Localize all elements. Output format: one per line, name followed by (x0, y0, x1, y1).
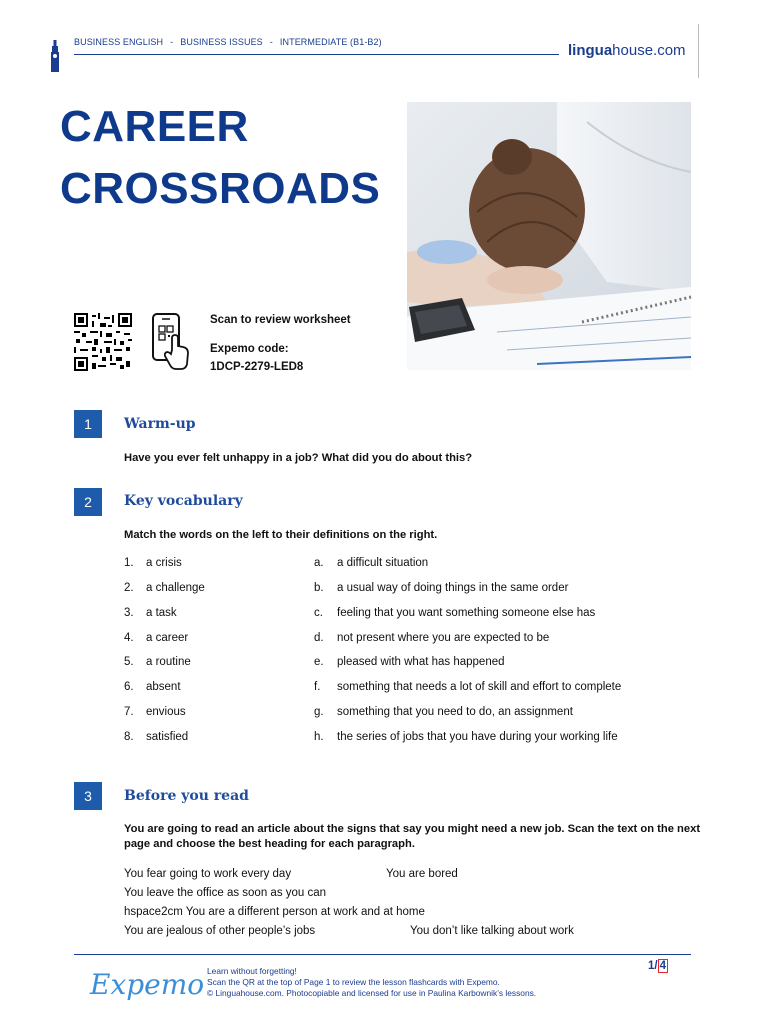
heading-option: You are bored (386, 868, 458, 880)
breadcrumb (74, 37, 382, 47)
expemo-logo[interactable] (88, 960, 205, 1008)
word: absent (146, 681, 181, 693)
expemo-code (210, 340, 303, 376)
vocab-row (124, 607, 704, 632)
definition: something that you need to do, an assignment (337, 706, 573, 718)
definition-letter: f. (314, 681, 321, 693)
definition-letter: h. (314, 731, 324, 743)
heading-option: hspace2cm You are a different person at work and at home (124, 906, 425, 918)
definition: a usual way of doing things in the same order (337, 582, 569, 594)
definition-letter: a. (314, 557, 324, 569)
word: a routine (146, 656, 191, 668)
vocab-row (124, 706, 704, 731)
breadcrumb-separator: - (170, 37, 174, 47)
heading-option: You leave the office as soon as you can (124, 887, 327, 899)
page-title (60, 96, 380, 220)
word: a challenge (146, 582, 205, 594)
page-number (648, 960, 668, 972)
brand-rest: house.com (612, 42, 686, 59)
expemo-code-value: 1DCP-2279-LED8 (210, 361, 304, 373)
vocab-row (124, 656, 704, 681)
section-title-key-vocabulary: Key vocabulary (124, 493, 243, 509)
expemo-code-label: Expemo code: (210, 343, 289, 355)
word: a crisis (146, 557, 182, 569)
word-number: 4. (124, 632, 134, 644)
definition: feeling that you want something someone else has (337, 607, 596, 619)
tower-icon (50, 40, 60, 72)
footer-tagline: Learn without forgetting! (207, 966, 297, 976)
stressed-worker-photo (407, 102, 691, 370)
breadcrumb-item: BUSINESS ENGLISH (74, 37, 164, 47)
section-number-3: 3 (74, 782, 102, 810)
word-number: 8. (124, 731, 134, 743)
vocab-instruction: Match the words on the left to their definitions on the right. (124, 529, 438, 541)
word-number: 6. (124, 681, 134, 693)
brand-logo[interactable] (568, 42, 686, 59)
definition: not present where you are expected to be (337, 632, 550, 644)
word-number: 7. (124, 706, 134, 718)
word-number: 2. (124, 582, 134, 594)
breadcrumb-item: BUSINESS ISSUES (180, 37, 263, 47)
footer-divider (74, 954, 691, 955)
scan-instruction: Scan to review worksheet (210, 314, 351, 326)
definition: pleased with what has happened (337, 656, 505, 668)
page-separator: / (654, 960, 658, 972)
heading-option: You fear going to work every day (124, 868, 292, 880)
section-number-1: 1 (74, 410, 102, 438)
brand-bold: lingua (568, 42, 613, 59)
definition: something that needs a lot of skill and effort to complete (337, 681, 622, 693)
word-number: 1. (124, 557, 134, 569)
vertical-rule (698, 24, 699, 78)
word: a task (146, 607, 177, 619)
word: a career (146, 632, 189, 644)
heading-option: You don’t like talking about work (410, 925, 574, 937)
footer-text (207, 966, 536, 999)
vocab-row (124, 557, 704, 582)
word: envious (146, 706, 186, 718)
section-title-warm-up: Warm-up (124, 416, 196, 432)
breadcrumb-item: INTERMEDIATE (B1-B2) (279, 37, 382, 47)
definition: a difficult situation (337, 557, 429, 569)
definition: the series of jobs that you have during your working life (337, 731, 618, 743)
definition-letter: d. (314, 632, 324, 644)
title-line-1: CAREER (60, 102, 249, 151)
footer-instruction: Scan the QR at the top of Page 1 to review the lesson flashcards with Expemo. (207, 977, 500, 987)
section-number-2: 2 (74, 488, 102, 516)
header-divider (74, 54, 559, 55)
definition-letter: c. (314, 607, 323, 619)
before-read-instruction: You are going to read an article about the signs that say you might need a new job. Scan the text on the next page and choose the best heading for each paragraph. (124, 823, 701, 850)
vocab-row (124, 632, 704, 657)
vocab-row (124, 731, 704, 756)
word-number: 5. (124, 656, 134, 668)
qr-code-icon[interactable] (74, 313, 132, 371)
word: satisfied (146, 731, 189, 743)
footer-copyright: © Linguahouse.com. Photocopiable and licensed for use in Paulina Karbownik’s lessons. (207, 988, 537, 998)
word-number: 3. (124, 607, 134, 619)
title-line-2: CROSSROADS (60, 164, 381, 213)
heading-option: You are jealous of other people’s jobs (124, 925, 316, 937)
breadcrumb-separator: - (269, 37, 273, 47)
definition-letter: g. (314, 706, 324, 718)
vocab-row (124, 681, 704, 706)
vocab-row (124, 582, 704, 607)
definition-letter: e. (314, 656, 324, 668)
section-title-before-you-read: Before you read (124, 788, 249, 804)
definition-letter: b. (314, 582, 324, 594)
phone-scan-icon (150, 312, 192, 372)
warm-up-question: Have you ever felt unhappy in a job? What did you do about this? (124, 452, 473, 464)
page-current: 1 (648, 960, 655, 972)
expemo-logo-text: Expemo (90, 968, 205, 1001)
page-total[interactable]: 4 (659, 960, 667, 972)
